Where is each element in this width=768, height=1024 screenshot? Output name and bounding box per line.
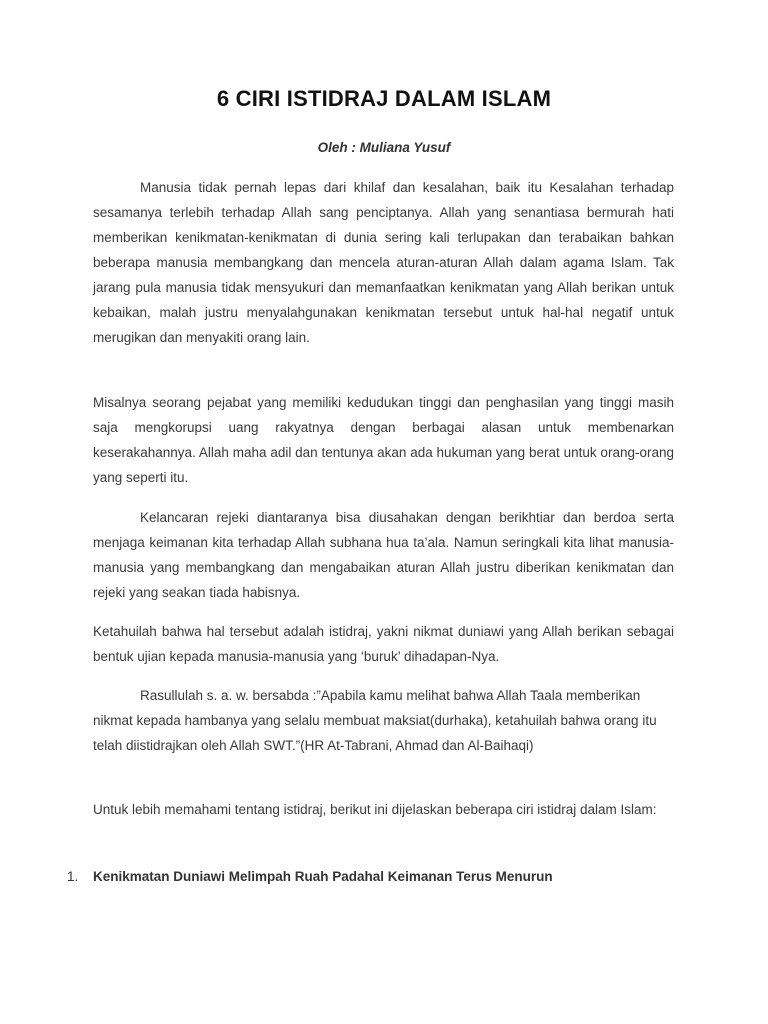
paragraph-intro: Manusia tidak pernah lepas dari khilaf dan kesalahan, baik itu Kesalahan terhadap sesamanya terlebih terhadap Allah sang penciptanya. Allah yang senantiasa bermurah hati memberikan kenikmatan-kenikmatan di dunia sering kali terlupakan dan terabaikan bahkan beberapa manusia membangkang dan mencela aturan-aturan Allah dalam agama Islam. Tak jarang pula manusia tidak mensyukuri dan memanfaatkan kenikmatan yang Allah berikan untuk kebaikan, malah justru menyalahgunakan kenikmatan tersebut untuk hal-hal negatif untuk merugikan dan menyakiti orang lain. — [93, 180, 674, 345]
author-byline: Oleh : Muliana Yusuf — [317, 140, 451, 155]
list-item-heading: Kenikmatan Duniawi Melimpah Ruah Padahal Keimanan Terus Menurun — [93, 869, 553, 884]
paragraph-hadith: Rasullulah s. a. w. bersabda :”Apabila kamu melihat bahwa Allah Taala memberikan nikmat kepada hambanya yang selalu membuat maksiat(durhaka), ketahuilah bahwa orang itu telah diistidrajkan oleh Allah SWT.”(HR At-Tabrani, Ahmad dan Al-Baihaqi) — [93, 688, 657, 753]
list-item — [67, 866, 553, 888]
list-item-number: 1. — [67, 869, 79, 884]
page-title: 6 CIRI ISTIDRAJ DALAM ISLAM — [216, 86, 552, 111]
paragraph-istidraj-definition: Ketahuilah bahwa hal tersebut adalah istidraj, yakni nikmat duniawi yang Allah berikan sebagai bentuk ujian kepada manusia-manusia yang ‘buruk’ dihadapan-Nya. — [93, 624, 674, 664]
paragraph-list-intro: Untuk lebih memahami tentang istidraj, berikut ini dijelaskan beberapa ciri istidraj dalam Islam: — [93, 802, 657, 817]
paragraph-rejeki: Kelancaran rejeki diantaranya bisa diusahakan dengan berikhtiar dan berdoa serta menjaga keimanan kita terhadap Allah subhana hua ta’ala. Namun seringkali kita lihat manusia-manusia yang membangkang dan mengabaikan aturan Allah justru diberikan kenikmatan dan rejeki yang seakan tiada habisnya. — [93, 510, 674, 600]
paragraph-example: Misalnya seorang pejabat yang memiliki kedudukan tinggi dan penghasilan yang tinggi masih saja mengkorupsi uang rakyatnya dengan berbagai alasan untuk membenarkan keserakahannya. Allah maha adil dan tentunya akan ada hukuman yang berat untuk orang-orang yang seperti itu. — [93, 395, 674, 485]
